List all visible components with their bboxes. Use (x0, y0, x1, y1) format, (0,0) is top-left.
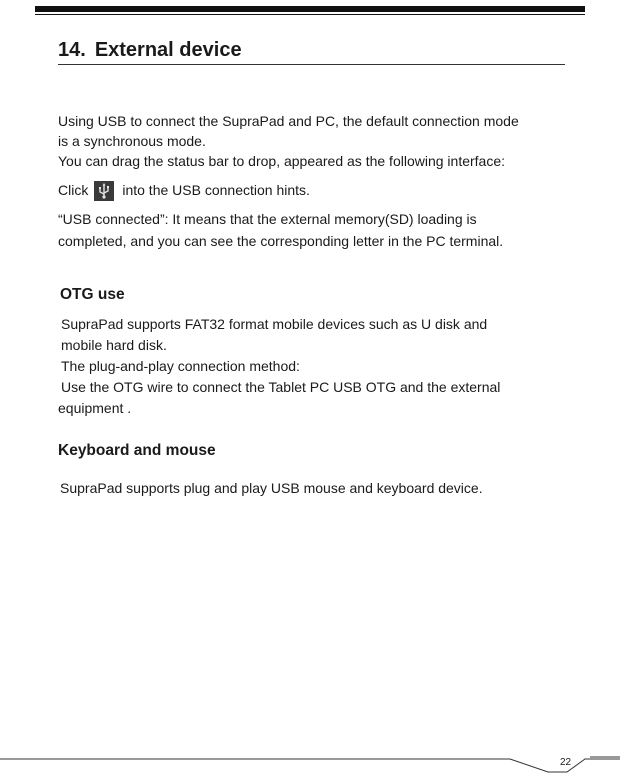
keyboard-line-1: SupraPad supports plug and play USB mouse and keyboard device. (60, 480, 483, 496)
otg-line-1: SupraPad supports FAT32 format mobile devices such as U disk and (61, 316, 488, 332)
otg-heading: OTG use (60, 286, 125, 303)
otg-line-5: equipment . (58, 400, 132, 416)
intro-line-2: is a synchronous mode. (58, 133, 206, 149)
usb-connected-line-1: “USB connected”: It means that the external memory(SD) loading is (58, 211, 477, 227)
page-number: 22 (560, 757, 572, 768)
click-tail: into the USB connection hints. (122, 182, 310, 198)
chapter-title-text: External device (94, 39, 242, 61)
otg-line-4: Use the OTG wire to connect the Tablet PC USB OTG and the external (61, 379, 501, 395)
intro-line-1: Using USB to connect the SupraPad and PC, the default connection mode (58, 113, 519, 129)
intro-line-3: You can drag the status bar to drop, appeared as the following interface: (58, 153, 506, 169)
otg-line-2: mobile hard disk. (61, 337, 167, 353)
usb-connected-line-2: completed, and you can see the corresponding letter in the PC terminal. (58, 233, 504, 249)
keyboard-heading: Keyboard and mouse (58, 442, 216, 459)
otg-line-3: The plug-and-play connection method: (61, 358, 300, 374)
chapter-number: 14. (58, 39, 86, 61)
click-word: Click (58, 182, 89, 198)
